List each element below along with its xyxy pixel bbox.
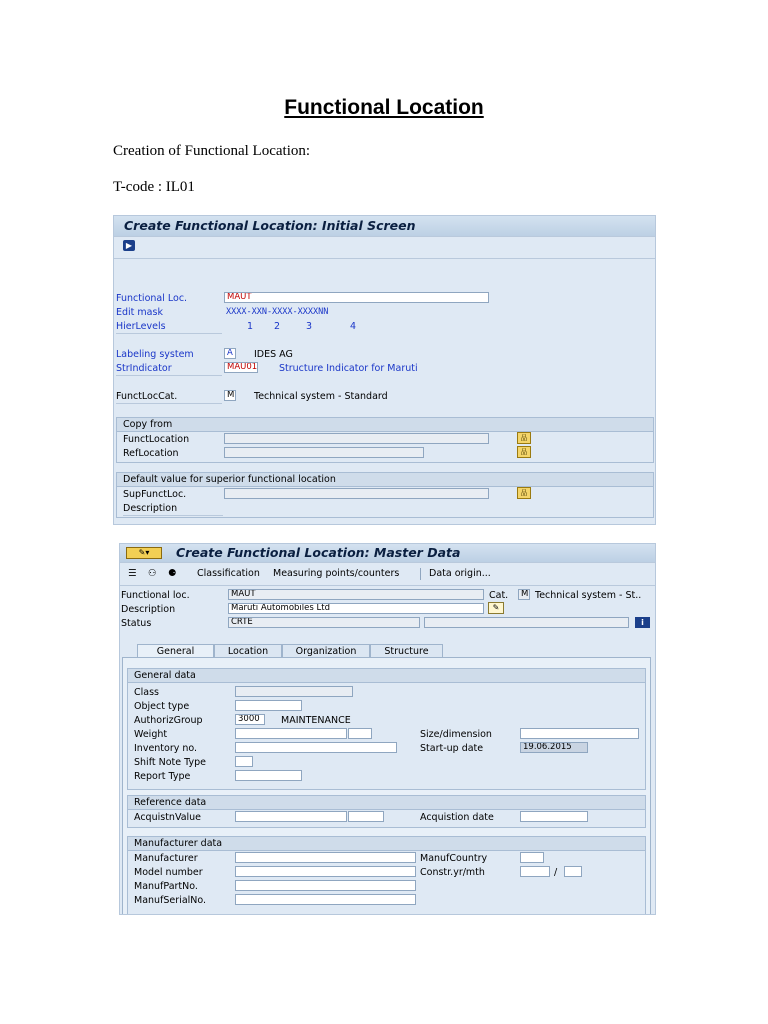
menu-icon[interactable]: ✎▾ bbox=[126, 547, 162, 559]
md-funcloc-label: Functional loc. bbox=[121, 590, 190, 601]
data-origin-button[interactable]: Data origin... bbox=[429, 568, 491, 579]
startup-date-label: Start-up date bbox=[420, 743, 484, 754]
editmask-value: XXXX-XXN-XXXX-XXXXNN bbox=[226, 307, 329, 317]
shift-note-input[interactable] bbox=[235, 756, 253, 767]
md-cat-code[interactable]: M bbox=[518, 589, 530, 600]
reference-data-title: Reference data bbox=[128, 796, 645, 810]
master-data-title-text: Create Functional Location: Master Data bbox=[176, 545, 461, 560]
hierarchy-icon[interactable]: 品 bbox=[517, 446, 531, 458]
class-label: Class bbox=[134, 687, 159, 698]
weight-label: Weight bbox=[134, 729, 168, 740]
class-input[interactable] bbox=[235, 686, 353, 697]
md-description-label: Description bbox=[121, 604, 176, 615]
copy-from-group bbox=[116, 417, 654, 463]
tab-strip bbox=[137, 644, 447, 657]
manufacturer-data-group bbox=[127, 836, 646, 914]
copy-from-title: Copy from bbox=[117, 418, 653, 432]
tab-location[interactable]: Location bbox=[214, 644, 282, 657]
hier-level-3: 3 bbox=[306, 321, 313, 332]
size-dimension-input[interactable] bbox=[520, 728, 639, 739]
report-type-label: Report Type bbox=[134, 771, 191, 782]
strind-input[interactable]: MAU01 bbox=[224, 362, 258, 373]
hier-level-2: 2 bbox=[274, 321, 281, 332]
default-sup-group bbox=[116, 472, 654, 518]
authoriz-group-label: AuthorizGroup bbox=[134, 715, 203, 726]
object-type-input[interactable] bbox=[235, 700, 302, 711]
funcloc-label: Functional Loc. bbox=[116, 293, 188, 304]
tcode-text: T-code : IL01 bbox=[113, 179, 195, 195]
labeling-text: IDES AG bbox=[254, 349, 293, 360]
manufacturer-input[interactable] bbox=[235, 852, 416, 863]
general-data-title: General data bbox=[128, 669, 645, 683]
execute-icon[interactable]: ▶ bbox=[123, 240, 135, 251]
md-cat-label: Cat. bbox=[489, 590, 509, 601]
size-dimension-label: Size/dimension bbox=[420, 729, 492, 740]
startup-date-input[interactable]: 19.06.2015 bbox=[520, 742, 588, 753]
model-number-label: Model number bbox=[134, 867, 203, 878]
part-no-label: ManufPartNo. bbox=[134, 881, 198, 892]
md-status-extra[interactable] bbox=[424, 617, 629, 628]
loccat-input[interactable]: M bbox=[224, 390, 236, 401]
general-data-group bbox=[127, 668, 646, 790]
loccat-text: Technical system - Standard bbox=[254, 391, 388, 402]
hierarchy-icon[interactable]: 品 bbox=[517, 487, 531, 499]
md-status-label: Status bbox=[121, 618, 152, 629]
hier-level-1: 1 bbox=[247, 321, 254, 332]
supfunctloc-label: SupFunctLoc. bbox=[123, 489, 187, 500]
measuring-points-button[interactable]: Measuring points/counters bbox=[273, 568, 400, 579]
model-number-input[interactable] bbox=[235, 866, 416, 877]
initial-screen-panel bbox=[113, 215, 656, 525]
inventory-input[interactable] bbox=[235, 742, 397, 753]
copy-reflocation-input[interactable] bbox=[224, 447, 424, 458]
acq-value-label: AcquistnValue bbox=[134, 812, 202, 823]
supfunctloc-input[interactable] bbox=[224, 488, 489, 499]
acq-date-input[interactable] bbox=[520, 811, 588, 822]
hier-level-4: 4 bbox=[350, 321, 357, 332]
hierarchy-icon[interactable]: 品 bbox=[517, 432, 531, 444]
manuf-country-label: ManufCountry bbox=[420, 853, 488, 864]
manuf-country-input[interactable] bbox=[520, 852, 544, 863]
strind-text: Structure Indicator for Maruti bbox=[279, 363, 418, 374]
serial-no-input[interactable] bbox=[235, 894, 416, 905]
manufacturer-data-title: Manufacturer data bbox=[128, 837, 645, 851]
shift-note-label: Shift Note Type bbox=[134, 757, 206, 768]
authoriz-group-input[interactable]: 3000 bbox=[235, 714, 265, 725]
long-text-icon[interactable]: ✎ bbox=[488, 602, 504, 614]
md-status-value[interactable]: CRTE bbox=[228, 617, 420, 628]
master-data-panel bbox=[119, 543, 656, 915]
intro-text: Creation of Functional Location: bbox=[113, 143, 311, 159]
inventory-label: Inventory no. bbox=[134, 743, 198, 754]
labeling-label: Labeling system bbox=[116, 349, 194, 360]
strind-label: StrIndicator bbox=[116, 363, 172, 374]
overview-icon[interactable]: ☰ bbox=[128, 568, 137, 579]
default-sup-title: Default value for superior functional location bbox=[117, 473, 653, 487]
report-type-input[interactable] bbox=[235, 770, 302, 781]
loccat-label: FunctLocCat. bbox=[116, 391, 178, 402]
master-data-title bbox=[120, 544, 655, 562]
tab-structure[interactable]: Structure bbox=[370, 644, 443, 657]
tab-organization[interactable]: Organization bbox=[282, 644, 370, 657]
initial-screen-title: Create Functional Location: Initial Screen bbox=[114, 216, 655, 236]
classification-button[interactable]: Classification bbox=[197, 568, 260, 579]
acq-date-label: Acquistion date bbox=[420, 812, 494, 823]
copy-functlocation-label: FunctLocation bbox=[123, 434, 190, 445]
constr-separator: / bbox=[554, 867, 558, 878]
structure-icon[interactable]: ⚇ bbox=[148, 568, 157, 579]
part-no-input[interactable] bbox=[235, 880, 416, 891]
constr-month-input[interactable] bbox=[564, 866, 582, 877]
hierarchy-list-icon[interactable]: ⚈ bbox=[168, 568, 177, 579]
md-description-input[interactable]: Maruti Automobiles Ltd bbox=[228, 603, 484, 614]
serial-no-label: ManufSerialNo. bbox=[134, 895, 207, 906]
constr-label: Constr.yr/mth bbox=[420, 867, 485, 878]
info-icon[interactable]: i bbox=[635, 617, 650, 628]
copy-reflocation-label: RefLocation bbox=[123, 448, 179, 459]
tab-general[interactable]: General bbox=[137, 644, 214, 657]
object-type-label: Object type bbox=[134, 701, 190, 712]
funcloc-input[interactable]: MAUT bbox=[224, 292, 489, 303]
sup-description-label: Description bbox=[123, 503, 178, 514]
hierlevels-label: HierLevels bbox=[116, 321, 166, 332]
acq-value-input[interactable] bbox=[235, 811, 347, 822]
weight-input[interactable] bbox=[235, 728, 347, 739]
acq-currency-input[interactable] bbox=[348, 811, 384, 822]
document-title: Functional Location bbox=[284, 96, 484, 119]
authoriz-group-text: MAINTENANCE bbox=[281, 715, 351, 726]
md-cat-text: Technical system - St.. bbox=[535, 590, 642, 601]
editmask-label: Edit mask bbox=[116, 307, 163, 318]
constr-year-input[interactable] bbox=[520, 866, 550, 877]
copy-functlocation-input[interactable] bbox=[224, 433, 489, 444]
weight-unit-input[interactable] bbox=[348, 728, 372, 739]
reference-data-group bbox=[127, 795, 646, 828]
labeling-input[interactable]: A bbox=[224, 348, 236, 359]
manufacturer-label: Manufacturer bbox=[134, 853, 198, 864]
md-funcloc-value[interactable]: MAUT bbox=[228, 589, 484, 600]
